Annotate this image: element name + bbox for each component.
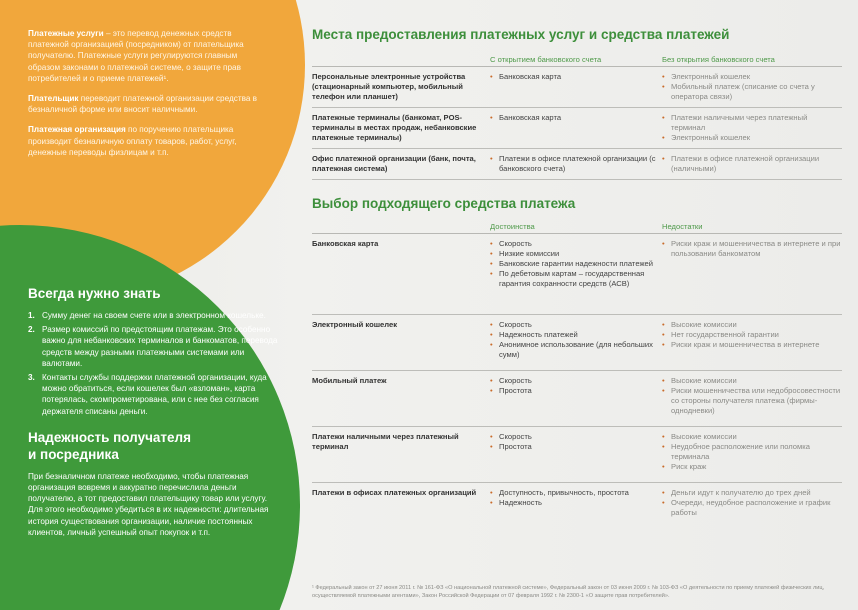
know-item: 3. Контакты службы поддержки платежной организации, куда можно обратиться, если кошелек был «взломан», карта потерялась, скомпрометирована, или с нее без согласия держателя списаны деньги. bbox=[28, 373, 267, 416]
reliability-text: При безналичном платеже необходимо, чтобы платежная организация вовремя и аккуратно перечислила деньги получателю, а тот предоставил плательщику товар или услугу. Для этого необходимо убедиться в их надежности: длительная история существования организации, наличие постоянных клиентов, личный успешный опыт покупок и т.п. bbox=[28, 471, 269, 537]
definition-payment-services: Платежные услуги – это перевод денежных средств платежной организацией (посредником) от плательщика получателю. Платежные услуги регулируются главным образом законами о платежной системе, о защите прав потребителей и о приеме платежей¹. bbox=[28, 29, 244, 83]
table-row: Электронный кошелек • Скорость • Надежность платежей • Анонимное использование (для небольших сумм) • Высокие комиссии • Нет государственной гарантии • Риски краж и мошенничества в интернете bbox=[312, 315, 842, 371]
definition-payer: Плательщик переводит платежной организации средства в безналичной форме или вносит наличными. bbox=[28, 94, 258, 115]
know-item: 1. Сумму денег на своем счете или в электронном кошельке. bbox=[28, 311, 266, 320]
table1-col-with-account: С открытием банковского счета bbox=[490, 54, 602, 64]
table2-col-pros: Достоинства bbox=[490, 221, 535, 231]
table-row: Мобильный платеж • Скорость • Простота • Высокие комиссии • Риски мошенничества или недобросовестности со стороны получателя платежа (фирмы-однодневки) bbox=[312, 371, 842, 427]
right-column bbox=[312, 0, 842, 533]
table1-col-without-account: Без открытия банковского счета bbox=[662, 54, 775, 64]
know-list bbox=[28, 310, 278, 417]
table-row: Банковская карта • Скорость • Низкие комиссии • Банковские гарантии надежности платежей • По дебетовым картам – государственная гарантия сохранности средств (АСВ) • Риски краж и мошенничества в интернете и при пользовании банкоматом bbox=[312, 234, 842, 315]
definitions-block bbox=[28, 28, 268, 167]
table2-header bbox=[312, 219, 842, 234]
definition-payment-organization: Платежная организация по поручению плательщика производит безналичную оплату товаров, работ, услуг, денежные переводы физлицам и т.п. bbox=[28, 125, 237, 157]
green-block bbox=[28, 285, 278, 538]
know-heading: Всегда нужно знать bbox=[28, 286, 161, 301]
table-row: Персональные электронные устройства (стационарный компьютер, мобильный телефон или планшет) • Банковская карта • Электронный кошелек • Мобильный платеж (списание со счета у оператора связи) bbox=[312, 67, 842, 108]
know-item: 2. Размер комиссий по предстоящим платежам. Это особенно важно для небанковских терминалов и банкоматов, перевода средств между разными платежными системами или валютами. bbox=[28, 325, 278, 368]
table1-header bbox=[312, 52, 842, 67]
table2-title: Выбор подходящего средства платежа bbox=[312, 196, 576, 211]
reliability-heading: Надежность получателя и посредника bbox=[28, 429, 192, 462]
table1-title: Места предоставления платежных услуг и средства платежей bbox=[312, 27, 730, 42]
table-row: Платежи наличными через платежный терминал • Скорость • Простота • Высокие комиссии • Неудобное расположение или поломка терминала • Риск краж bbox=[312, 427, 842, 483]
table-row: Офис платежной организации (банк, почта, платежная система) • Платежи в офисе платежной организации (с банковского счета) • Платежи в офисе платежной организации (наличными) bbox=[312, 149, 842, 180]
footnote: ¹ Федеральный закон от 27 июня 2011 г. № 161-ФЗ «О национальной платежной системе», Федеральный закон от 03 июня 2009 г. № 103-ФЗ «О деятельности по приему платежей физических лиц, осуществляемой платежными агентами», Закон Российской Федерации от 07 февраля 1992 г. № 2300-1 «О защите прав потребителей». bbox=[312, 585, 825, 599]
table-row: Платежные терминалы (банкомат, POS-терминалы в местах продаж, небанковские платежные терминалы) • Банковская карта • Платежи наличными через платежный терминал • Электронный кошелек bbox=[312, 108, 842, 149]
table2-col-cons: Недостатки bbox=[662, 221, 703, 231]
table-row: Платежи в офисах платежных организаций • Доступность, привычность, простота • Надежность • Деньги идут к получателю до трех дней • Очереди, неудобное расположение и график работы bbox=[312, 483, 842, 533]
